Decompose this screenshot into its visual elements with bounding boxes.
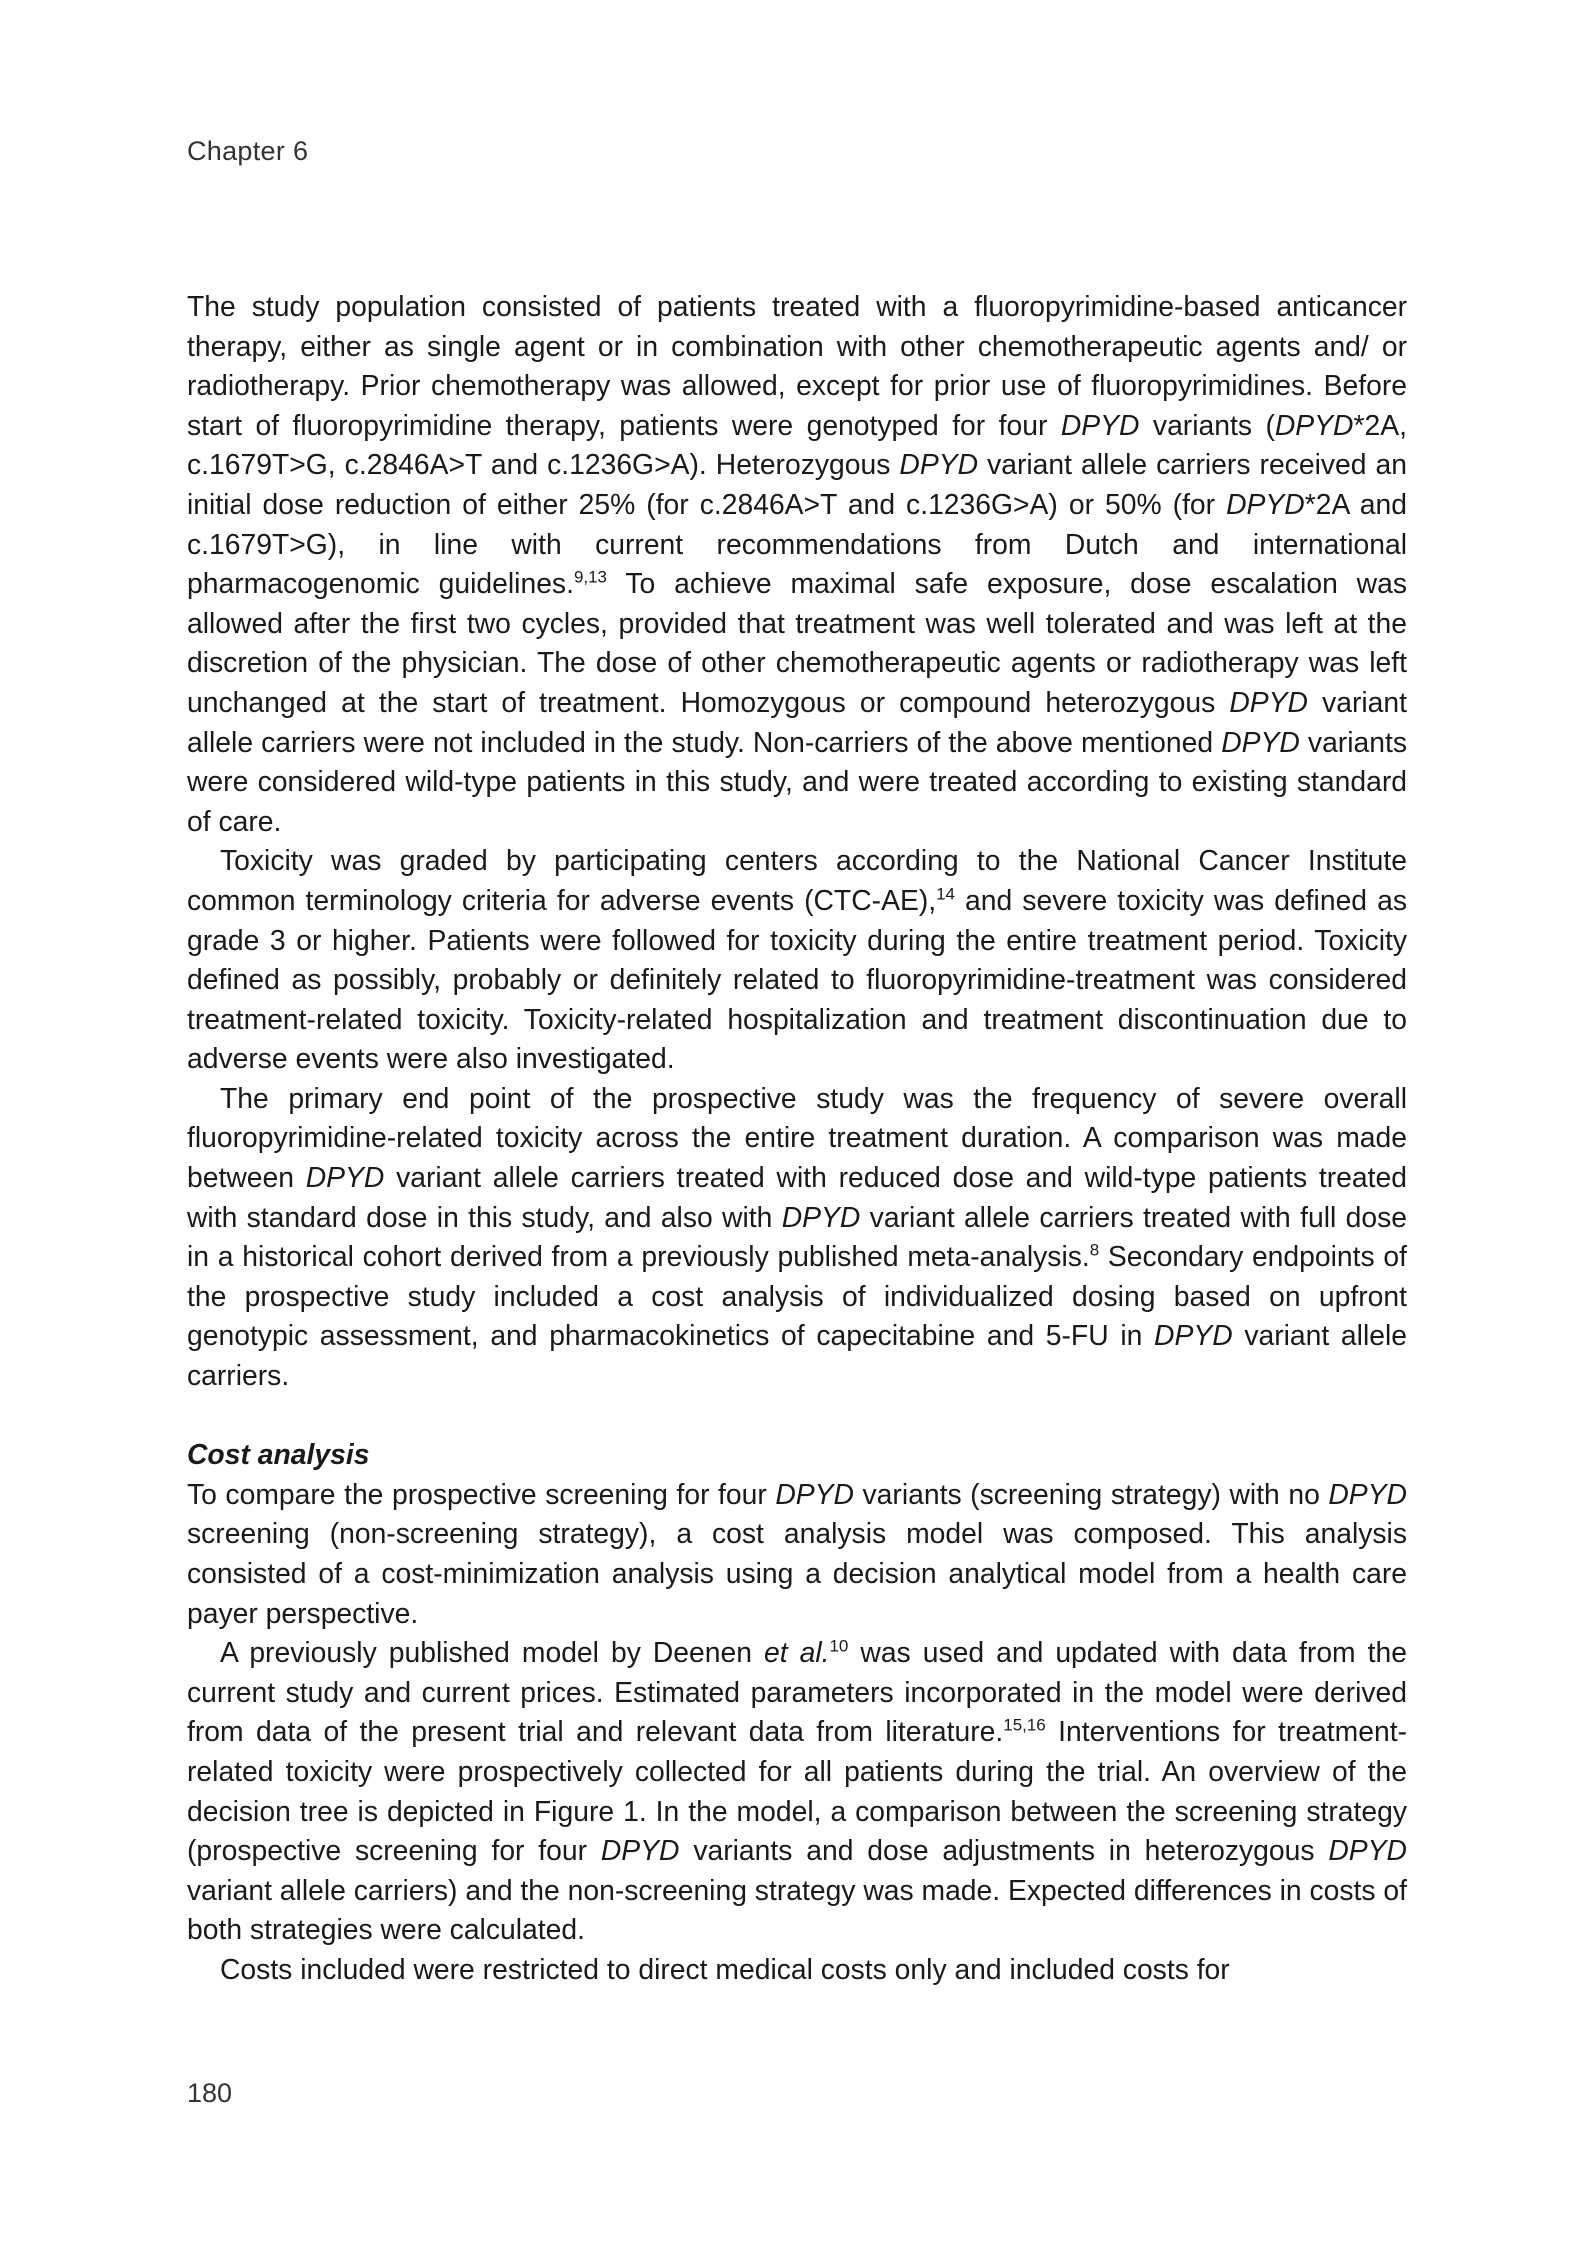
text-run: variants ( [1139, 408, 1275, 441]
paragraph [187, 1079, 1407, 1396]
text-run: Toxicity was graded by participating centers according to the National Cancer Institute common terminology criteria for adverse events (CTC-AE), [187, 844, 1407, 916]
paragraph [187, 841, 1407, 1079]
italic-text: DPYD [775, 1477, 854, 1510]
italic-text: DPYD [1328, 1834, 1407, 1867]
text-run: variant allele carriers treated with full dose in a historical cohort derived from a previously published meta-analysis. [187, 1200, 1407, 1273]
text-run: variants were considered wild-type patients in this study, and were treated according to existing standard of care. [187, 725, 1407, 837]
text-run: variants (screening strategy) with no [853, 1477, 1329, 1510]
text-run: screening (non-screening strategy), a cost analysis model was composed. This analysis consisted of a cost-minimization analysis using a decision analytical model from a health care payer perspective. [187, 1517, 1407, 1629]
citation-superscript: 10 [829, 1636, 849, 1656]
text-run: variants and dose adjustments in heterozygous [679, 1834, 1329, 1867]
citation-superscript: 15,16 [1003, 1715, 1046, 1735]
text-run: and severe toxicity was defined as grade 3 or higher. Patients were followed for toxicity during the entire treatment period. Toxicity defined as possibly, probably or definitely related to fluoropyrimidine-treatment was considered treatment-related toxicity. Toxicity-related hospitalization and treatment discontinuation due to adverse events were also investigated. [187, 883, 1407, 1075]
italic-text: DPYD [1226, 487, 1305, 520]
text-run: Interventions for treatment-related toxicity were prospectively collected for all patients during the trial. An overview of the decision tree is depicted in Figure 1. In the model, a comparison between the screening strategy (prospective screening for four [187, 1715, 1407, 1867]
italic-text: DPYD [1274, 408, 1354, 441]
paragraph [187, 1950, 1407, 1990]
italic-text: et al. [764, 1636, 830, 1669]
italic-text: DPYD [1229, 685, 1308, 718]
text-run: The primary end point of the prospective study was the frequency of severe overall fluoropyrimidine-related toxicity across the entire treatment duration. A comparison was made between [187, 1081, 1407, 1194]
italic-text: DPYD [305, 1161, 385, 1194]
chapter-header: Chapter 6 [187, 136, 309, 166]
text-run: variant allele carriers treated with reduced dose and wild-type patients treated with standard dose in this study, and also with [187, 1161, 1407, 1233]
text-run: *2A, c.1679T>G, c.2846A>T and c.1236G>A). Heterozygous [187, 408, 1407, 481]
italic-text: DPYD [899, 448, 979, 481]
citation-superscript: 9,13 [573, 567, 607, 587]
text-run: A previously published model by Deenen [220, 1636, 764, 1669]
text-run: variant allele carriers. [187, 1319, 1408, 1392]
text-run: was used and updated with data from the current study and current prices. Estimated parameters incorporated in the model were derived from data of the present trial and relevant data from literature. [187, 1636, 1407, 1748]
paragraph [187, 1475, 1407, 1633]
text-run: The study population consisted of patients treated with a fluoropyrimidine-based anticancer therapy, either as single agent or in combination with other chemotherapeutic agents and/ or radiotherapy. Prior chemotherapy was allowed, except for prior use of fluoropyrimidines. Before start of fluoropyrimidine therapy, patients were genotyped for four [187, 290, 1407, 441]
italic-text: DPYD [1221, 725, 1300, 758]
italic-text: DPYD [1060, 408, 1140, 441]
citation-superscript: 8 [1089, 1240, 1100, 1260]
text-run: variant allele carriers were not included in the study. Non-carriers of the above mentioned [187, 685, 1407, 758]
paragraph [187, 1633, 1407, 1950]
body-text [187, 287, 1407, 1990]
italic-text: DPYD [781, 1200, 861, 1233]
text-run: Costs included were restricted to direct medical costs only and included costs for [220, 1952, 1230, 1985]
text-run: To compare the prospective screening for four [187, 1477, 776, 1510]
text-run: variant allele carriers received an initial dose reduction of either 25% (for c.2846A>T and c.1236G>A) or 50% (for [187, 448, 1407, 520]
section-heading [187, 1435, 1407, 1475]
citation-superscript: 14 [936, 884, 955, 904]
text-run: Cost analysis [187, 1438, 370, 1471]
text-run: *2A and c.1679T>G), in line with current recommendations from Dutch and international pharmacogenomic guidelines. [187, 487, 1407, 600]
paragraph [187, 287, 1407, 841]
text-run: Secondary endpoints of the prospective study included a cost analysis of individualized dosing based on upfront genotypic assessment, and pharmacokinetics of capecitabine and 5-FU in [187, 1240, 1408, 1352]
italic-text: DPYD [1154, 1319, 1233, 1352]
text-run: variant allele carriers) and the non-screening strategy was made. Expected differences in costs of both strategies were calculated. [187, 1873, 1408, 1946]
italic-text: DPYD [600, 1834, 680, 1867]
italic-text: DPYD [1328, 1477, 1407, 1510]
page-number: 180 [187, 2078, 233, 2108]
text-run: To achieve maximal safe exposure, dose escalation was allowed after the first two cycles, provided that treatment was well tolerated and was left at the discretion of the physician. The dose of other chemotherapeutic agents or radiotherapy was left unchanged at the start of treatment. Homozygous or compound heterozygous [187, 567, 1407, 718]
